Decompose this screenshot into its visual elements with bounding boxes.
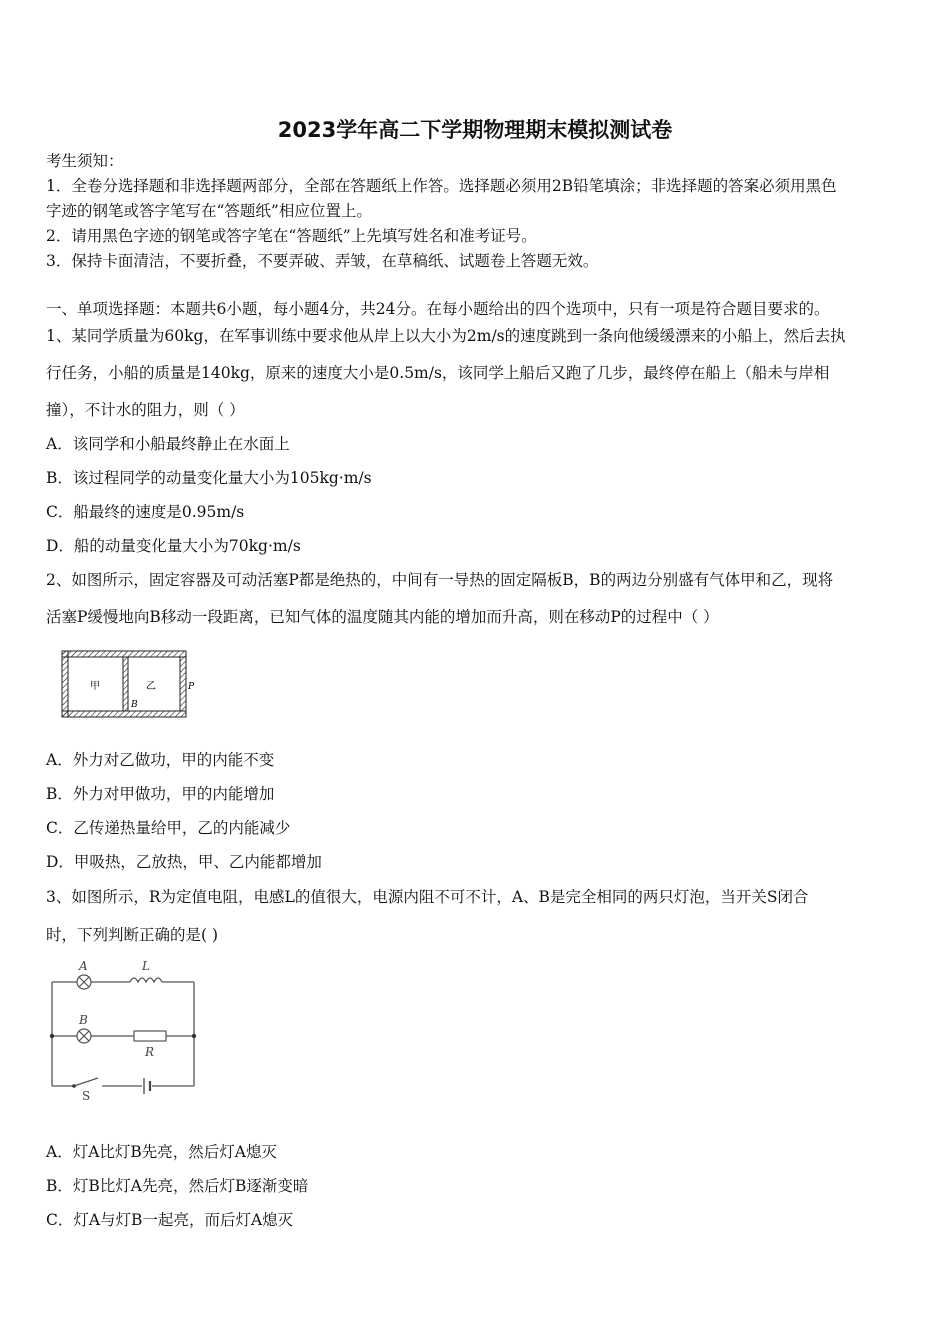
switch-label: S — [82, 1089, 91, 1103]
circuit-diagram — [44, 954, 204, 1104]
question-1-option-d[interactable]: D．船的动量变化量大小为70kg·m/s — [46, 537, 301, 555]
container-diagram — [58, 647, 208, 722]
container-bottom-wall — [62, 711, 186, 717]
question-3-option-a[interactable]: A．灯A比灯B先亮，然后灯A熄灭 — [46, 1143, 277, 1161]
junction-dot — [192, 1034, 196, 1038]
notice-item: 2．请用黑色字迹的钢笔或答字笔在“答题纸”上先填写姓名和准考证号。 — [46, 227, 537, 245]
switch-contact — [72, 1084, 76, 1088]
lamp-a-label: A — [79, 959, 88, 973]
question-2-option-c[interactable]: C．乙传递热量给甲，乙的内能减少 — [46, 819, 291, 837]
piston-label: P — [188, 682, 195, 692]
question-1-text: 撞），不计水的阻力，则（ ） — [46, 401, 245, 419]
question-1-text: 1、某同学质量为60kg，在军事训练中要求他从岸上以大小为2m/s的速度跳到一条向他缓缓漂来的小船上，然后去执 — [46, 327, 846, 345]
question-2-text: 2、如图所示，固定容器及可动活塞P都是绝热的，中间有一导热的固定隔板B，B的两边分别盛有气体甲和乙，现将 — [46, 571, 834, 589]
question-2-option-a[interactable]: A．外力对乙做功，甲的内能不变 — [46, 751, 275, 769]
question-3-option-c[interactable]: C．灯A与灯B一起亮，而后灯A熄灭 — [46, 1211, 294, 1229]
gas-a-label: 甲 — [90, 681, 100, 692]
junction-dot — [50, 1034, 54, 1038]
question-2-option-b[interactable]: B．外力对甲做功，甲的内能增加 — [46, 785, 275, 803]
inductor-label: L — [142, 959, 150, 973]
question-3-option-b[interactable]: B．灯B比灯A先亮，然后灯B逐渐变暗 — [46, 1177, 309, 1195]
battery-icon — [144, 1078, 150, 1094]
question-2-text: 活塞P缓慢地向B移动一段距离，已知气体的温度随其内能的增加而升高，则在移动P的过程中（ ） — [46, 608, 719, 626]
page-title: 2023学年高二下学期物理期末模拟测试卷 — [277, 118, 673, 142]
lamp-a-icon — [77, 975, 91, 989]
notice-heading: 考生须知： — [46, 152, 124, 170]
resistor-label: R — [145, 1045, 155, 1059]
question-3-text: 3、如图所示，R为定值电阻，电感L的值很大，电源内阻不可不计，A、B是完全相同的两只灯泡，当开关S闭合 — [46, 888, 809, 906]
question-3-text: 时，下列判断正确的是( ) — [46, 926, 219, 944]
question-1-text: 行任务，小船的质量是140kg，原来的速度大小是0.5m/s，该同学上船后又跑了几步，最终停在船上（船未与岸相 — [46, 364, 830, 382]
lamp-b-icon — [77, 1029, 91, 1043]
notice-item: 3．保持卡面清洁，不要折叠，不要弄破、弄皱，在草稿纸、试题卷上答题无效。 — [46, 252, 599, 270]
partition-label: B — [131, 700, 138, 710]
notice-item: 1．全卷分选择题和非选择题两部分，全部在答题纸上作答。选择题必须用2B铅笔填涂；非选择题的答案必须用黑色 — [46, 177, 837, 195]
question-1-option-a[interactable]: A．该同学和小船最终静止在水面上 — [46, 435, 290, 453]
container-top-wall — [62, 651, 186, 657]
gas-b-label: 乙 — [146, 681, 156, 692]
lamp-b-label: B — [79, 1013, 88, 1027]
resistor-icon — [134, 1031, 166, 1041]
notice-item: 字迹的钢笔或答字笔写在“答题纸”相应位置上。 — [46, 202, 372, 220]
question-1-option-c[interactable]: C．船最终的速度是0.95m/s — [46, 503, 245, 521]
section-heading: 一、单项选择题：本题共6小题，每小题4分，共24分。在每小题给出的四个选项中，只有一项是符合题目要求的。 — [46, 300, 830, 318]
piston-p — [180, 657, 186, 711]
container-left-wall — [62, 651, 68, 717]
question-1-option-b[interactable]: B．该过程同学的动量变化量大小为105kg·m/s — [46, 469, 372, 487]
question-2-option-d[interactable]: D．甲吸热，乙放热，甲、乙内能都增加 — [46, 853, 322, 871]
partition-b — [123, 657, 128, 711]
